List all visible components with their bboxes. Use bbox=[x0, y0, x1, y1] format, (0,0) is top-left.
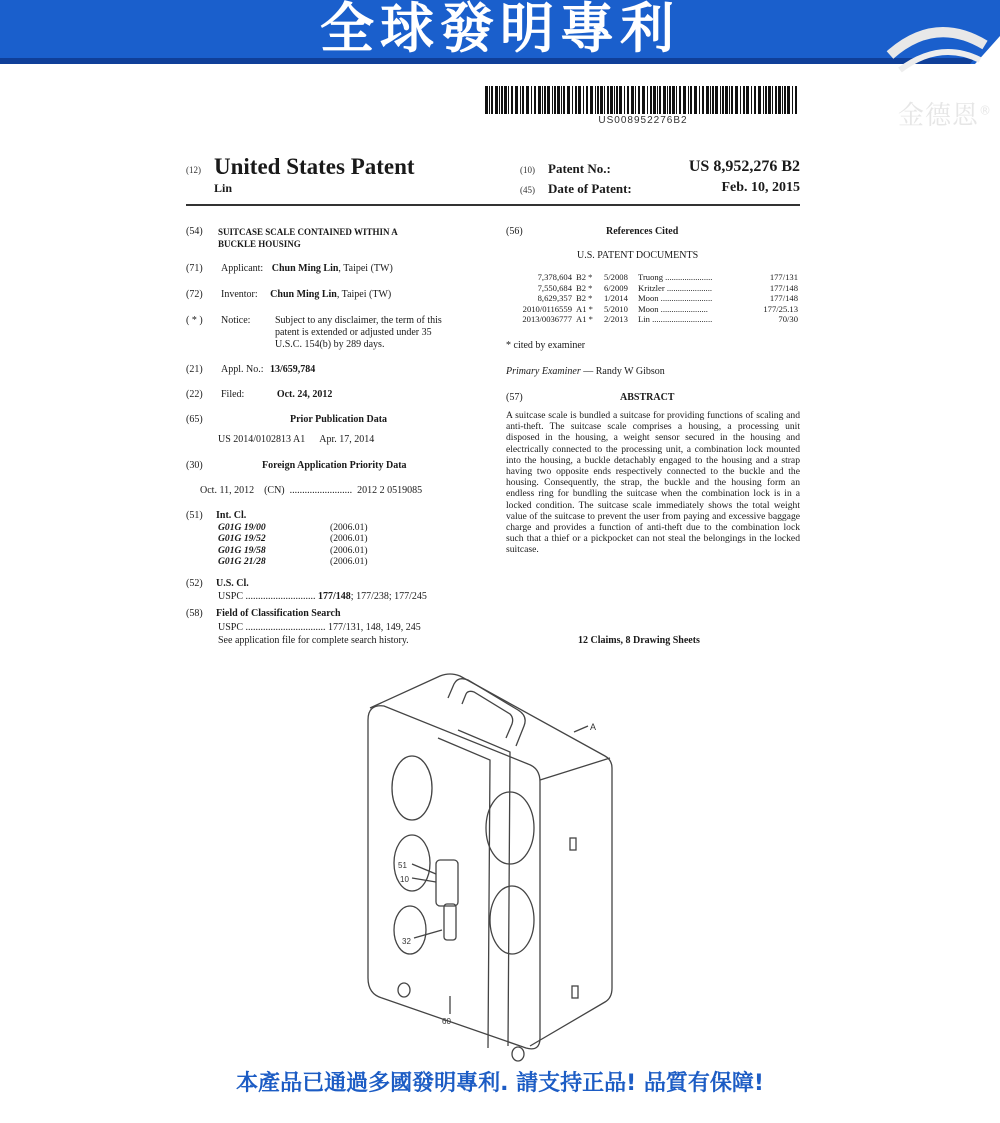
barcode-number: US008952276B2 bbox=[598, 115, 688, 126]
reference-name: Kritzler ..................... bbox=[638, 282, 712, 293]
barcode-bar bbox=[743, 86, 745, 114]
reference-cls: 70/30 bbox=[778, 314, 798, 324]
reference-row bbox=[508, 293, 798, 304]
barcode-bar bbox=[616, 86, 618, 114]
barcode-bar bbox=[604, 86, 605, 114]
barcode-bar bbox=[699, 86, 700, 114]
field-22: (22) Filed: Oct. 24, 2012 bbox=[186, 389, 333, 400]
banner-title: 全球發明專利 bbox=[320, 0, 680, 60]
header-rule bbox=[186, 204, 800, 206]
barcode-bar bbox=[763, 86, 764, 114]
cited-note: * cited by examiner bbox=[506, 340, 586, 351]
barcode-bar bbox=[746, 86, 749, 114]
search-note: See application file for complete search history. bbox=[218, 635, 409, 646]
barcode-bar bbox=[722, 86, 724, 114]
inventor-surname: Lin bbox=[214, 181, 233, 195]
prior-pub-heading: Prior Publication Data bbox=[290, 414, 388, 425]
barcode-bar bbox=[522, 86, 524, 114]
barcode-bar bbox=[676, 86, 677, 114]
int-cl-class: G01G 19/52 bbox=[218, 533, 266, 545]
int-cl-row bbox=[218, 533, 368, 544]
int-cl-year: (2006.01) bbox=[330, 544, 368, 556]
barcode-bar bbox=[768, 86, 771, 114]
barcode-bar bbox=[538, 86, 541, 114]
barcode-bar bbox=[715, 86, 718, 114]
brand-logo-icon bbox=[880, 20, 990, 90]
barcode-bar bbox=[731, 86, 733, 114]
barcode-bar bbox=[735, 86, 738, 114]
reference-cls: 177/148 bbox=[769, 293, 798, 303]
date-label: Date of Patent: bbox=[548, 181, 632, 196]
barcode-bar bbox=[578, 86, 581, 114]
int-cl-class: G01G 21/28 bbox=[218, 555, 266, 567]
field-71: (71) Applicant: Chun Ming Lin, Taipei (TW) bbox=[186, 263, 393, 274]
int-cl-class: G01G 19/00 bbox=[218, 522, 266, 533]
barcode-bar bbox=[672, 86, 675, 114]
barcode-bar bbox=[583, 86, 584, 114]
patent-heading: United States Patent bbox=[214, 154, 415, 179]
reference-row bbox=[508, 304, 798, 315]
field-51: (51) Int. Cl. bbox=[186, 510, 247, 521]
label-51: 51 bbox=[398, 861, 407, 870]
barcode-bar bbox=[586, 86, 588, 114]
barcode-bar bbox=[792, 86, 793, 114]
primary-examiner: Primary Examiner — Randy W Gibson bbox=[506, 366, 665, 377]
brand-name: 金德恩® bbox=[897, 101, 992, 131]
barcode-bar bbox=[694, 86, 697, 114]
reference-num: 8,629,357 bbox=[537, 293, 572, 303]
reference-date: 1/2014 bbox=[604, 293, 628, 303]
references-subheading: U.S. PATENT DOCUMENTS bbox=[577, 250, 699, 261]
field-54: (54) bbox=[186, 226, 203, 237]
reference-name: Truong ...................... bbox=[638, 272, 713, 282]
barcode-bar bbox=[642, 86, 645, 114]
code-45: (45) bbox=[520, 185, 535, 195]
reference-name: Moon ........................ bbox=[638, 293, 713, 303]
reference-cls: 177/131 bbox=[769, 272, 798, 282]
suitcase-drawing bbox=[350, 668, 620, 1068]
patent-number: US 8,952,276 B2 bbox=[688, 158, 800, 175]
barcode-bar bbox=[631, 86, 634, 114]
reference-row bbox=[508, 272, 798, 283]
barcode-bar bbox=[600, 86, 603, 114]
prior-pub-line: US 2014/0102813 A1 Apr. 17, 2014 bbox=[218, 434, 375, 445]
reference-cls: 177/148 bbox=[769, 282, 798, 293]
barcode-bar bbox=[751, 86, 752, 114]
barcode-bar bbox=[554, 86, 556, 114]
barcode-bar bbox=[690, 86, 692, 114]
barcode-bar bbox=[575, 86, 577, 114]
barcode-bar bbox=[659, 86, 661, 114]
barcode-bar bbox=[635, 86, 636, 114]
int-cl-list bbox=[218, 522, 368, 567]
barcode-bar bbox=[653, 86, 656, 114]
barcode-bar bbox=[597, 86, 599, 114]
barcode-bar bbox=[775, 86, 777, 114]
label-a: A bbox=[590, 722, 597, 732]
barcode-bar bbox=[499, 86, 500, 114]
barcode-bar bbox=[520, 86, 521, 114]
barcode-bar bbox=[563, 86, 565, 114]
invention-title: SUITCASE SCALE CONTAINED WITHIN A BUCKLE HOUSING bbox=[218, 227, 398, 249]
barcode-bar bbox=[688, 86, 689, 114]
references-table bbox=[508, 272, 798, 325]
int-cl-year: (2006.01) bbox=[330, 555, 368, 567]
reference-num: 7,550,684 bbox=[537, 282, 572, 293]
reference-date: 6/2009 bbox=[604, 282, 628, 293]
barcode-bar bbox=[765, 86, 767, 114]
barcode-bar bbox=[485, 86, 488, 114]
barcode-bar bbox=[740, 86, 741, 114]
field-57: (57) bbox=[506, 392, 523, 403]
barcode-bar bbox=[647, 86, 648, 114]
field-56: (56) bbox=[506, 226, 523, 237]
reference-name: Lin ............................ bbox=[638, 314, 713, 324]
barcode-bar bbox=[544, 86, 546, 114]
barcode-bar bbox=[667, 86, 668, 114]
notice-text: Subject to any disclaimer, the term of this patent is extended or adjusted under 35 U.S.C. 154(b) by 289 days. bbox=[275, 315, 442, 350]
barcode-bar bbox=[729, 86, 730, 114]
reference-row bbox=[508, 314, 798, 325]
barcode-bar bbox=[515, 86, 518, 114]
footer-slogan: 本產品已通過多國發明專利. 請支持正品! 品質有保障! bbox=[236, 1071, 764, 1096]
barcode-bar bbox=[650, 86, 652, 114]
reference-cls: 177/25.13 bbox=[763, 303, 798, 314]
foreign-priority-heading: Foreign Application Priority Data bbox=[262, 460, 407, 471]
reference-num: 2010/0116559 bbox=[522, 303, 572, 314]
barcode-bar bbox=[782, 86, 783, 114]
code-10: (10) bbox=[520, 165, 535, 175]
barcode-bar bbox=[778, 86, 781, 114]
field-30: (30) bbox=[186, 460, 203, 471]
barcode-bar bbox=[720, 86, 721, 114]
barcode-bar bbox=[663, 86, 666, 114]
label-60: 60 bbox=[442, 1017, 451, 1026]
patent-date: Feb. 10, 2015 bbox=[721, 180, 800, 195]
reference-name: Moon ...................... bbox=[638, 303, 708, 314]
field-notice: ( * ) Notice: bbox=[186, 315, 251, 326]
barcode-bar bbox=[607, 86, 609, 114]
abstract-text: A suitcase scale is bundled a suitcase for providing functions of scaling and anti-theft. The suitcase scale comprises a housing, a processing unit disposed in the housing, a weight sensor secured in the housing and electrically connected to the processing unit, a combination lock mounted into the housing, a buckle detachably engaged to the housing and a strap having two opposite ends respectively connected to the buckle and the housing. Consequently, the strap, the buckle and the housing form an endless ring for bundling the suitcase when the combination lock is in a locked condition. The suitcase scale immediately shows the total weight value of the suitcase to prevent the user from paying and excessive baggage charge and provides a function of anti-theft due to the combination lock such that a thief or a pickpocket can not steal the belongings in the locked suitcase. bbox=[506, 410, 800, 556]
reference-date: 5/2010 bbox=[604, 303, 628, 314]
label-10: 10 bbox=[400, 875, 409, 884]
field-52: (52) U.S. Cl. bbox=[186, 578, 249, 589]
references-heading: References Cited bbox=[606, 226, 679, 237]
reference-num: 2013/0036777 bbox=[522, 314, 572, 324]
label-32: 32 bbox=[402, 937, 411, 946]
code-12: (12) bbox=[186, 165, 201, 175]
barcode-bar bbox=[725, 86, 728, 114]
field-72: (72) Inventor: Chun Ming Lin, Taipei (TW) bbox=[186, 289, 392, 300]
us-cl-uspc: USPC ............................ 177/148; 177/238; 177/245 bbox=[218, 591, 427, 602]
barcode-bar bbox=[758, 86, 761, 114]
barcode-bar bbox=[489, 86, 490, 114]
barcode bbox=[485, 86, 801, 114]
reference-date: 2/2013 bbox=[604, 314, 628, 324]
barcode-bar bbox=[784, 86, 786, 114]
reference-date: 5/2008 bbox=[604, 272, 628, 282]
int-cl-year: (2006.01) bbox=[330, 533, 368, 545]
barcode-bar bbox=[511, 86, 513, 114]
barcode-bar bbox=[702, 86, 704, 114]
barcode-bar bbox=[638, 86, 640, 114]
barcode-bar bbox=[595, 86, 596, 114]
barcode-bar bbox=[508, 86, 509, 114]
barcode-bar bbox=[657, 86, 658, 114]
barcode-bar bbox=[614, 86, 615, 114]
barcode-bar bbox=[679, 86, 681, 114]
int-cl-row bbox=[218, 556, 368, 567]
barcode-bar bbox=[772, 86, 773, 114]
barcode-bar bbox=[572, 86, 573, 114]
int-cl-year: (2006.01) bbox=[330, 522, 368, 533]
barcode-bar bbox=[567, 86, 570, 114]
barcode-bar bbox=[619, 86, 622, 114]
int-cl-row bbox=[218, 545, 368, 556]
claims-count: 12 Claims, 8 Drawing Sheets bbox=[578, 635, 700, 646]
reference-kind: B2 * bbox=[576, 272, 593, 282]
foreign-priority-line: Oct. 11, 2012 (CN) ......................... 2012 2 0519085 bbox=[200, 485, 423, 496]
barcode-bar bbox=[495, 86, 498, 114]
reference-row bbox=[508, 283, 798, 294]
int-cl-row bbox=[218, 522, 368, 533]
barcode-bar bbox=[706, 86, 709, 114]
barcode-bar bbox=[787, 86, 790, 114]
barcode-bar bbox=[557, 86, 560, 114]
abstract-heading: ABSTRACT bbox=[620, 392, 675, 403]
barcode-bar bbox=[795, 86, 797, 114]
reference-kind: A1 * bbox=[576, 303, 593, 314]
field-21: (21) Appl. No.: 13/659,784 bbox=[186, 364, 316, 375]
barcode-bar bbox=[669, 86, 671, 114]
barcode-bar bbox=[627, 86, 629, 114]
barcode-bar bbox=[561, 86, 562, 114]
barcode-bar bbox=[754, 86, 756, 114]
barcode-bar bbox=[547, 86, 550, 114]
search-uspc: USPC ................................ 177/131, 148, 149, 245 bbox=[218, 622, 421, 633]
barcode-bar bbox=[534, 86, 536, 114]
barcode-bar bbox=[552, 86, 553, 114]
reference-kind: B2 * bbox=[576, 293, 593, 303]
int-cl-class: G01G 19/58 bbox=[218, 544, 266, 556]
barcode-bar bbox=[526, 86, 529, 114]
barcode-bar bbox=[710, 86, 711, 114]
barcode-bar bbox=[610, 86, 613, 114]
reference-kind: B2 * bbox=[576, 282, 593, 293]
barcode-bar bbox=[683, 86, 686, 114]
reference-num: 7,378,604 bbox=[537, 272, 572, 282]
barcode-bar bbox=[624, 86, 625, 114]
barcode-bar bbox=[491, 86, 493, 114]
barcode-bar bbox=[590, 86, 593, 114]
barcode-bar bbox=[531, 86, 532, 114]
barcode-bar bbox=[712, 86, 714, 114]
barcode-bar bbox=[504, 86, 507, 114]
reference-kind: A1 * bbox=[576, 314, 593, 324]
field-58: (58) Field of Classification Search bbox=[186, 608, 341, 619]
field-65: (65) bbox=[186, 414, 203, 425]
patent-no-label: Patent No.: bbox=[548, 161, 611, 176]
barcode-bar bbox=[501, 86, 503, 114]
barcode-bar bbox=[542, 86, 543, 114]
